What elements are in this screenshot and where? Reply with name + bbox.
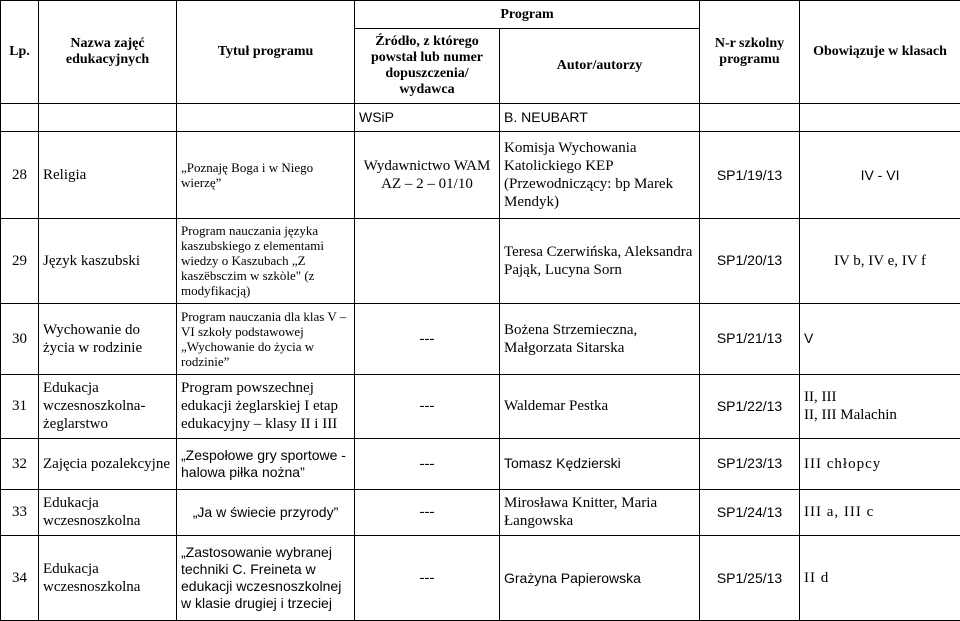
row-authors: Tomasz Kędzierski bbox=[500, 439, 700, 489]
header-classes: Obowiązuje w klasach bbox=[800, 1, 960, 104]
cont-classes bbox=[800, 103, 960, 131]
header-authors: Autor/autorzy bbox=[500, 29, 700, 104]
row-authors: Grażyna Papierowska bbox=[500, 536, 700, 621]
row-lp: 28 bbox=[1, 132, 39, 219]
row-subject: Edukacja wczesnoszkolna-żeglarstwo bbox=[39, 374, 177, 439]
row-title: „Zespołowe gry sportowe - halowa piłka nożna” bbox=[177, 439, 355, 489]
table-row bbox=[1, 132, 960, 219]
header-school-number: N-r szkolny programu bbox=[700, 1, 800, 104]
row-number: SP1/25/13 bbox=[700, 536, 800, 621]
row-title: Program nauczania języka kaszubskiego z elementami wiedzy o Kaszubach „Z kaszëbsczim w szkòle" (z modyfikacją) bbox=[177, 219, 355, 304]
row-classes: II d bbox=[800, 536, 960, 621]
row-lp: 31 bbox=[1, 374, 39, 439]
cont-title bbox=[177, 103, 355, 131]
row-number: SP1/20/13 bbox=[700, 219, 800, 304]
row-source: --- bbox=[355, 439, 500, 489]
table-row bbox=[1, 489, 960, 535]
cont-number bbox=[700, 103, 800, 131]
cont-subject bbox=[39, 103, 177, 131]
row-classes: II, III II, III Malachin bbox=[800, 374, 960, 439]
row-lp: 32 bbox=[1, 439, 39, 489]
row-subject: Edukacja wczesnoszkolna bbox=[39, 489, 177, 535]
header-title: Tytuł programu bbox=[177, 1, 355, 104]
row-source: --- bbox=[355, 536, 500, 621]
cont-source: WSiP bbox=[355, 103, 500, 131]
row-subject: Język kaszubski bbox=[39, 219, 177, 304]
row-number: SP1/22/13 bbox=[700, 374, 800, 439]
row-lp: 29 bbox=[1, 219, 39, 304]
table-row bbox=[1, 303, 960, 374]
header-source: Źródło, z którego powstał lub numer dopuszczenia/ wydawca bbox=[355, 29, 500, 104]
row-subject: Edukacja wczesnoszkolna bbox=[39, 536, 177, 621]
row-lp: 30 bbox=[1, 303, 39, 374]
row-source: --- bbox=[355, 303, 500, 374]
row-title: Program nauczania dla klas V – VI szkoły podstawowej „Wychowanie do życia w rodzinie” bbox=[177, 303, 355, 374]
table-row bbox=[1, 374, 960, 439]
header-lp: Lp. bbox=[1, 1, 39, 104]
table-row bbox=[1, 536, 960, 621]
table-row bbox=[1, 219, 960, 304]
row-source: Wydawnictwo WAM AZ – 2 – 01/10 bbox=[355, 132, 500, 219]
cont-authors: B. NEUBART bbox=[500, 103, 700, 131]
row-subject: Religia bbox=[39, 132, 177, 219]
row-authors: Komisja Wychowania Katolickiego KEP (Przewodniczący: bp Marek Mendyk) bbox=[500, 132, 700, 219]
row-title: Program powszechnej edukacji żeglarskiej I etap edukacyjny – klasy II i III bbox=[177, 374, 355, 439]
row-classes: III chłopcy bbox=[800, 439, 960, 489]
table-row bbox=[1, 439, 960, 489]
row-authors: Teresa Czerwińska, Aleksandra Pająk, Lucyna Sorn bbox=[500, 219, 700, 304]
row-source bbox=[355, 219, 500, 304]
row-title: „Ja w świecie przyrody” bbox=[177, 489, 355, 535]
row-classes: III a, III c bbox=[800, 489, 960, 535]
row-authors: Mirosława Knitter, Maria Łangowska bbox=[500, 489, 700, 535]
row-authors: Bożena Strzemieczna, Małgorzata Sitarska bbox=[500, 303, 700, 374]
row-number: SP1/19/13 bbox=[700, 132, 800, 219]
row-source: --- bbox=[355, 489, 500, 535]
continuation-row bbox=[1, 103, 960, 131]
row-authors: Waldemar Pestka bbox=[500, 374, 700, 439]
header-program-group: Program bbox=[355, 1, 700, 29]
row-number: SP1/21/13 bbox=[700, 303, 800, 374]
row-number: SP1/23/13 bbox=[700, 439, 800, 489]
row-classes: V bbox=[800, 303, 960, 374]
row-subject: Wychowanie do życia w rodzinie bbox=[39, 303, 177, 374]
header-subject: Nazwa zajęć edukacyjnych bbox=[39, 1, 177, 104]
row-classes: IV b, IV e, IV f bbox=[800, 219, 960, 304]
row-subject: Zajęcia pozalekcyjne bbox=[39, 439, 177, 489]
cont-lp bbox=[1, 103, 39, 131]
row-lp: 34 bbox=[1, 536, 39, 621]
row-lp: 33 bbox=[1, 489, 39, 535]
row-title: „Zastosowanie wybranej techniki C. Freineta w edukacji wczesnoszkolnej w klasie drugiej i trzeciej bbox=[177, 536, 355, 621]
row-title: „Poznaję Boga i w Niego wierzę” bbox=[177, 132, 355, 219]
header-row-top bbox=[1, 1, 960, 29]
row-source: --- bbox=[355, 374, 500, 439]
row-number: SP1/24/13 bbox=[700, 489, 800, 535]
row-classes: IV - VI bbox=[800, 132, 960, 219]
